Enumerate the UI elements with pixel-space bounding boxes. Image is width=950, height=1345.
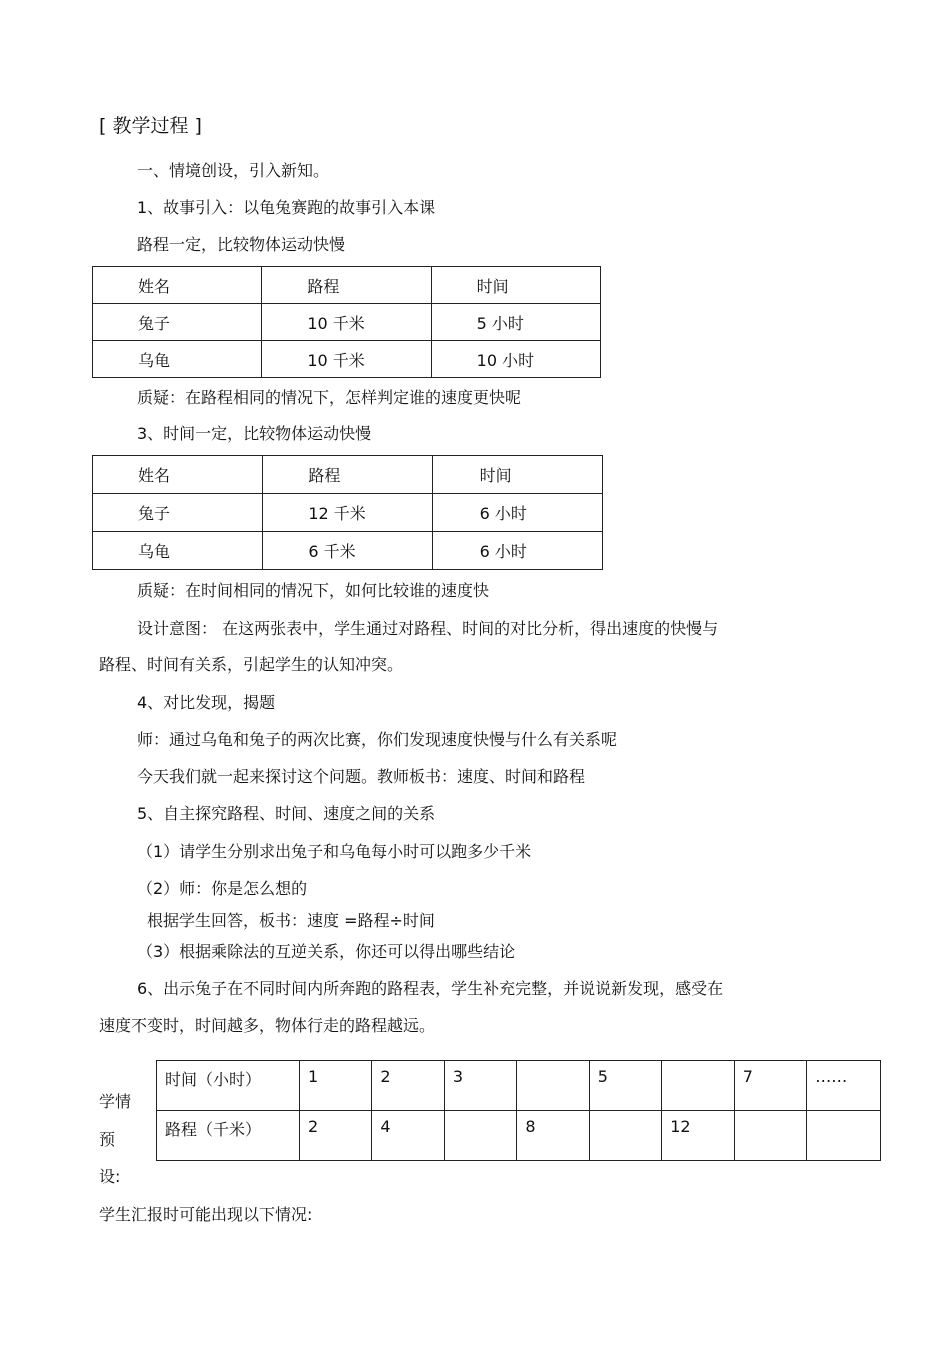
section-heading: [ 教学过程 ]: [99, 115, 202, 137]
table-time-distance: [156, 1060, 881, 1161]
header-cell-distance: 路程: [307, 276, 340, 296]
table-cell: 10 千米: [307, 313, 365, 333]
row-label-distance: 路程（千米）: [165, 1120, 262, 1139]
table-cell: 5: [597, 1067, 608, 1086]
paragraph-compare: 4、对比发现，揭题: [137, 693, 276, 712]
paragraph-question-2: 质疑：在时间相同的情况下，如何比较谁的速度快: [137, 581, 490, 600]
paragraph-question-1: 质疑：在路程相同的情况下，怎样判定谁的速度更快呢: [137, 388, 522, 407]
table-cell: [662, 1061, 734, 1067]
table-cell: 6 小时: [479, 542, 527, 561]
table-row: [93, 341, 601, 378]
side-label-1: 学情: [99, 1092, 132, 1111]
table-row: [93, 304, 601, 341]
table-cell: 兔子: [138, 504, 171, 523]
paragraph-distance-fixed: 路程一定，比较物体运动快慢: [137, 235, 346, 254]
table-cell: 兔子: [138, 313, 171, 333]
table-cell: 5 小时: [476, 313, 524, 333]
header-cell-name: 姓名: [138, 466, 171, 485]
table-cell: 6 千米: [308, 542, 356, 561]
paragraph-intro: 一、情境创设，引入新知。: [137, 161, 330, 180]
table-cell: 10 千米: [307, 350, 365, 370]
table-header-row: [93, 456, 603, 494]
side-label-3: 设:: [99, 1167, 121, 1186]
table-cell: 1: [307, 1067, 319, 1086]
table-cell: ……: [815, 1067, 848, 1086]
paragraph-step-3: （3）根据乘除法的互逆关系，你还可以得出哪些结论: [137, 942, 516, 961]
paragraph-teacher-question: 师：通过乌龟和兔子的两次比赛，你们发现速度快慢与什么有关系呢: [137, 730, 618, 749]
row-label-time: 时间（小时）: [165, 1070, 262, 1089]
table-cell: [590, 1111, 661, 1117]
table-header-row: [93, 267, 601, 304]
table-cell: [807, 1111, 880, 1117]
header-cell-distance: 路程: [308, 466, 341, 485]
paragraph-design-intent: 设计意图： 在这两张表中，学生通过对路程、时间的对比分析，得出速度的快慢与: [137, 619, 719, 638]
paragraph-time-fixed: 3、时间一定，比较物体运动快慢: [137, 424, 372, 443]
table-cell: [517, 1061, 588, 1067]
header-cell-name: 姓名: [138, 276, 171, 296]
paragraph-step-2: （2）师：你是怎么想的: [137, 879, 308, 898]
table-cell: 3: [452, 1067, 464, 1086]
table-row-distance: [157, 1111, 881, 1161]
table-cell: 乌龟: [138, 350, 171, 370]
table-cell: [445, 1111, 516, 1117]
paragraph-design-intent-cont: 路程、时间有关系，引起学生的认知冲突。: [99, 655, 404, 674]
table-cell: 2: [307, 1117, 319, 1136]
table-time-fixed: [92, 455, 603, 570]
table-cell: [735, 1111, 806, 1117]
table-distance-fixed: [92, 266, 601, 378]
table-cell: 6 小时: [479, 504, 527, 523]
paragraph-step-1: （1）请学生分别求出兔子和乌龟每小时可以跑多少千米: [137, 842, 532, 861]
paragraph-rabbit-table-cont: 速度不变时，时间越多，物体行走的路程越远。: [99, 1016, 436, 1035]
paragraph-student-report: 学生汇报时可能出现以下情况:: [99, 1205, 313, 1224]
table-cell: 2: [380, 1067, 391, 1086]
table-cell: 12 千米: [308, 504, 366, 523]
table-row: [93, 532, 603, 570]
table-cell: 8: [525, 1117, 536, 1136]
table-cell: 10 小时: [476, 350, 535, 370]
paragraph-formula: 根据学生回答，板书：速度 =路程÷时间: [147, 911, 435, 930]
paragraph-topic: 今天我们就一起来探讨这个问题。教师板书：速度、时间和路程: [137, 767, 586, 786]
header-cell-time: 时间: [479, 466, 512, 485]
paragraph-rabbit-table: 6、出示兔子在不同时间内所奔跑的路程表，学生补充完整，并说说新发现，感受在: [137, 979, 724, 998]
table-cell: 7: [742, 1067, 753, 1086]
table-row: [93, 494, 603, 532]
table-cell: 乌龟: [138, 542, 171, 561]
paragraph-story: 1、故事引入：以龟兔赛跑的故事引入本课: [137, 198, 436, 217]
table-cell: 4: [380, 1117, 391, 1136]
side-label-2: 预: [99, 1130, 116, 1149]
paragraph-explore: 5、自主探究路程、时间、速度之间的关系: [137, 804, 436, 823]
header-cell-time: 时间: [476, 276, 509, 296]
table-cell: 12: [670, 1117, 691, 1136]
table-row-time: [157, 1061, 881, 1111]
